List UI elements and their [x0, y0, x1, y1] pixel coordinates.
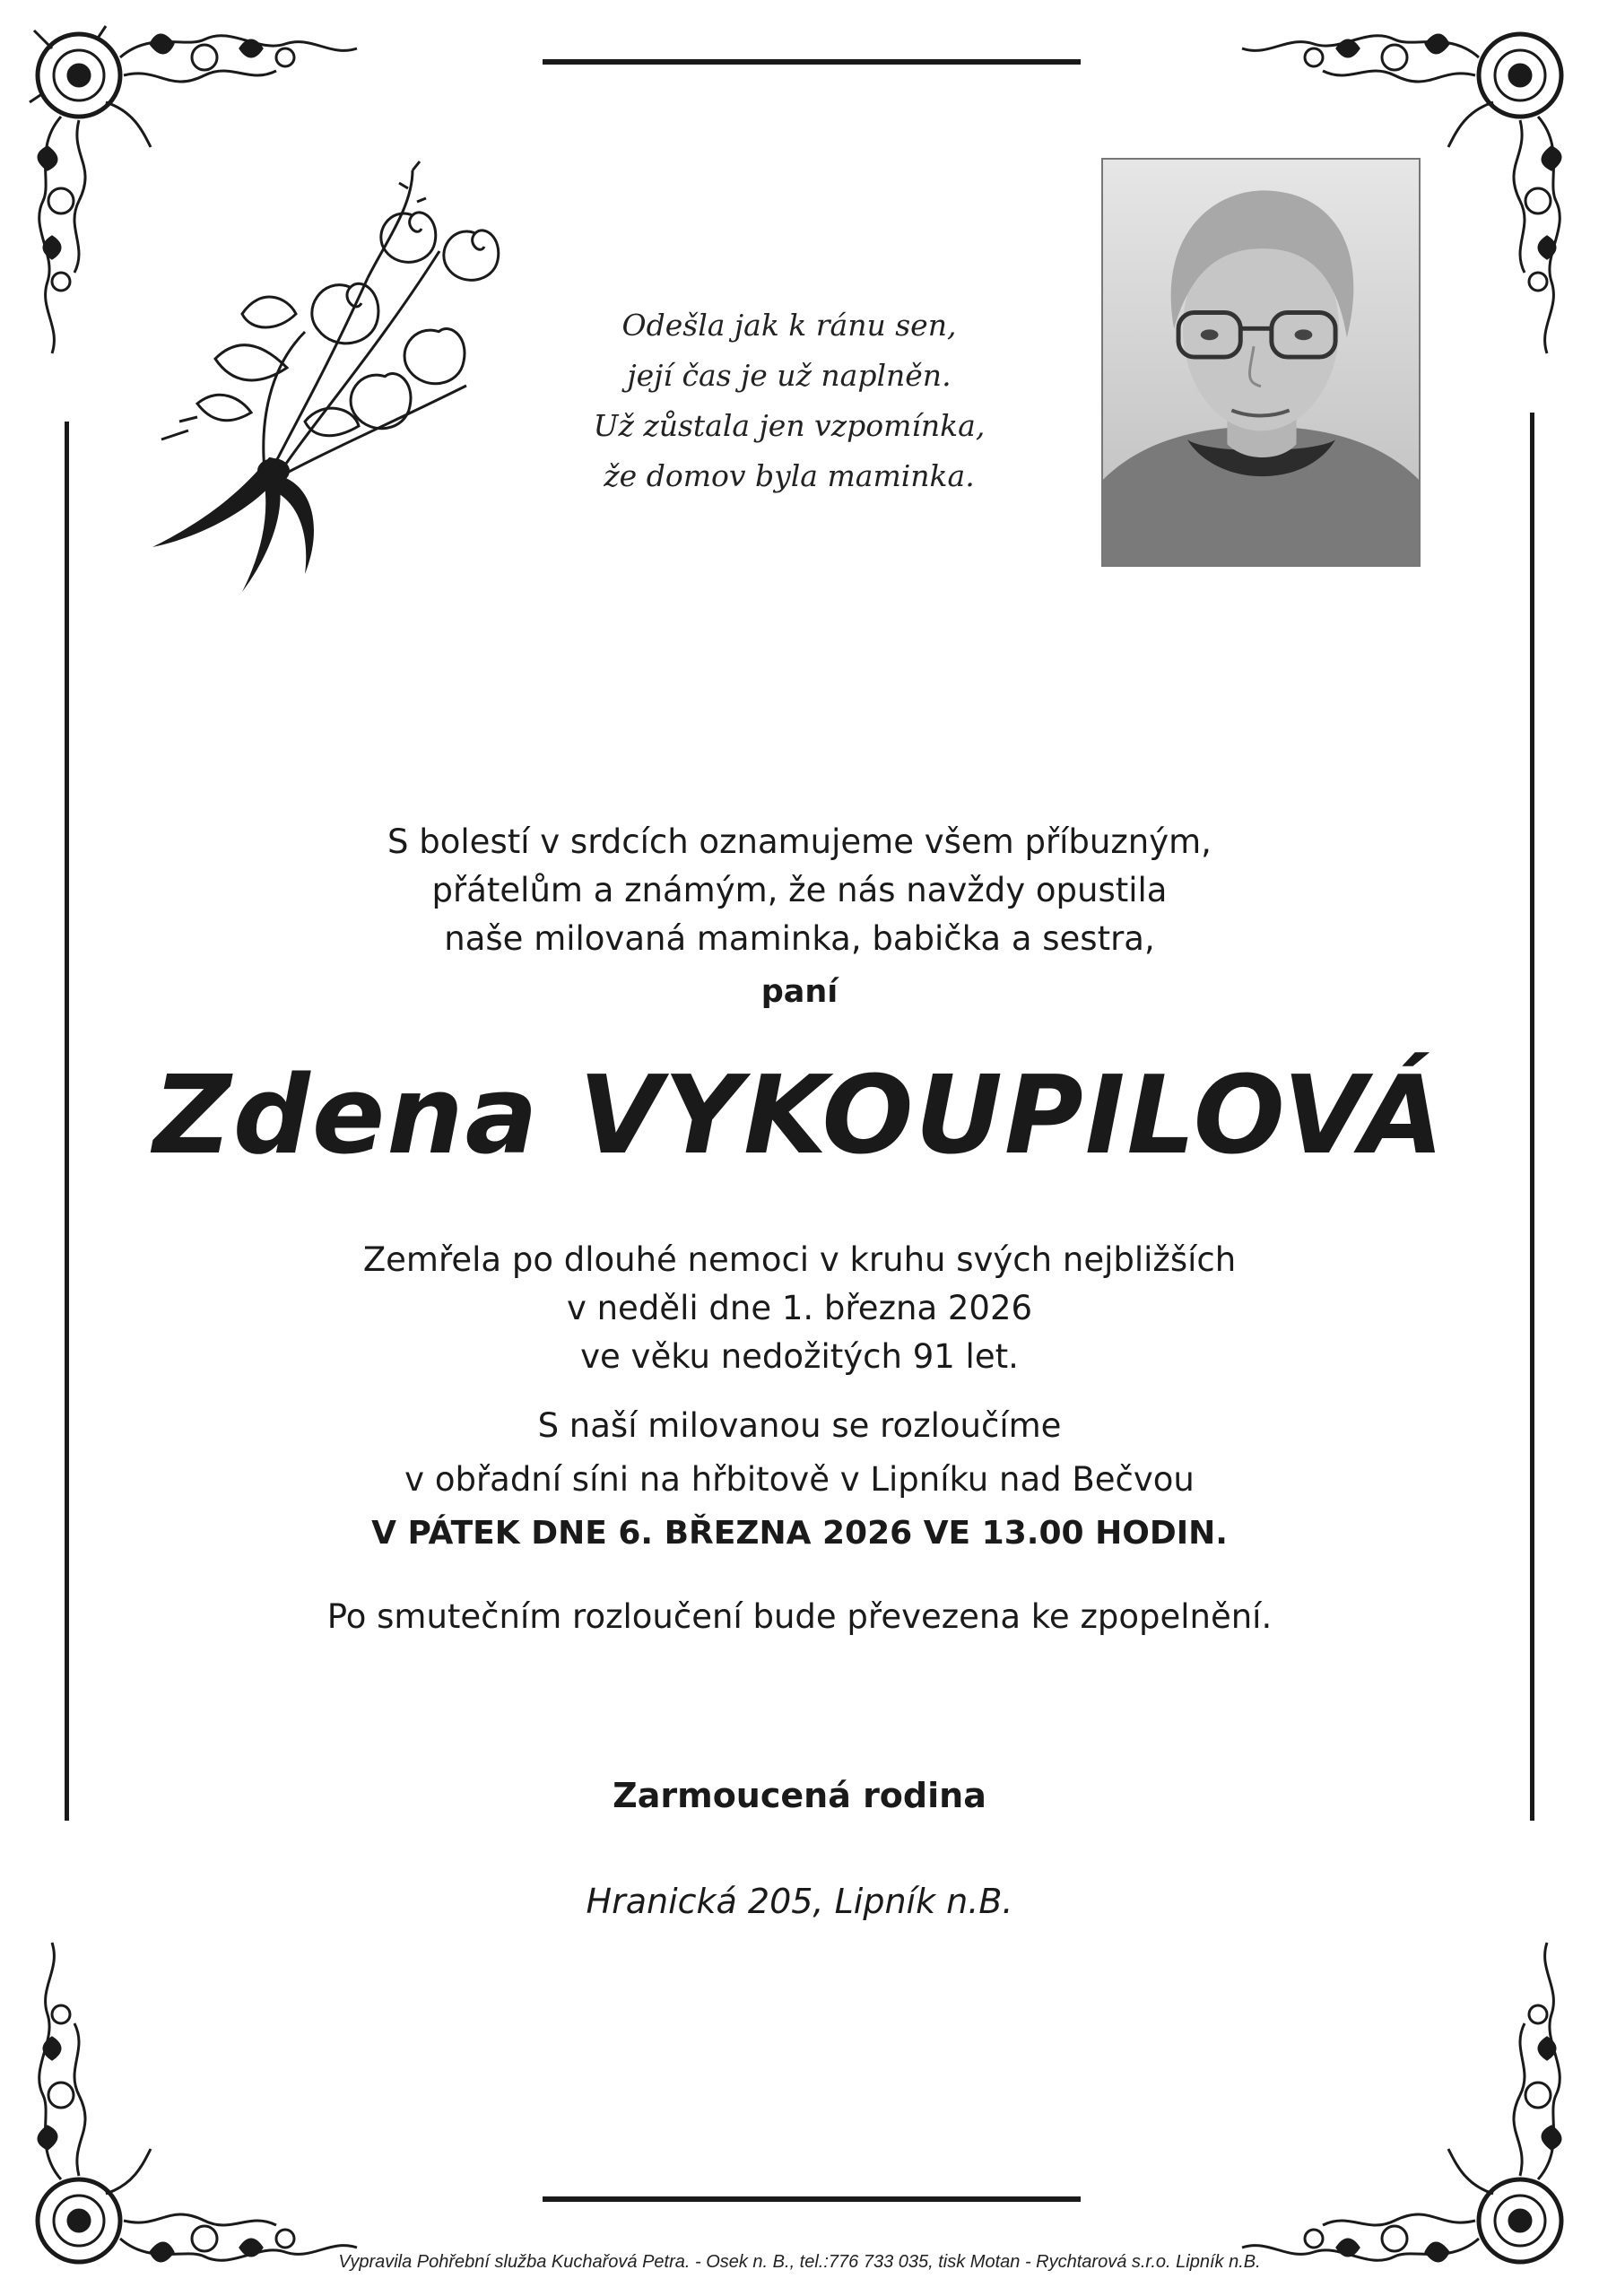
death-line: v neděli dne 1. března 2026 — [566, 1289, 1033, 1327]
farewell-details — [0, 1399, 1599, 1561]
family-signature: Zarmoucená rodina — [613, 1776, 986, 1815]
top-border-line — [543, 59, 1081, 65]
poem — [538, 300, 1040, 501]
footer-credits: Vypravila Pohřební služba Kuchařová Petra. - Osek n. B., tel.:776 733 035, tisk Motan - Rychtarová s.r.o. Lipník n.B. — [338, 2252, 1261, 2272]
poem-line: Už zůstala jen vzpomínka, — [593, 408, 986, 443]
honorific: paní — [760, 974, 839, 1010]
ornament-corner-icon — [16, 1916, 384, 2283]
death-line: Zemřela po dlouhé nemoci v kruhu svých nejbližších — [362, 1240, 1237, 1279]
intro-line: přátelům a známým, že nás navždy opustila — [431, 871, 1168, 909]
poem-line: Odešla jak k ránu sen, — [621, 308, 957, 343]
death-line: ve věku nedožitých 91 let. — [580, 1337, 1019, 1376]
family-address: Hranická 205, Lipník n.B. — [586, 1882, 1013, 1921]
poem-line: její čas je už naplněn. — [627, 358, 952, 393]
portrait-photo — [1101, 158, 1421, 567]
intro-line: S bolestí v srdcích oznamujeme všem příbuzným, — [387, 822, 1212, 861]
deceased-name: Zdena VYKOUPILOVÁ — [152, 1054, 1447, 1178]
intro-text — [0, 818, 1599, 963]
ornament-corner-icon — [1215, 1916, 1583, 2283]
cremation-note: Po smutečním rozloučení bude převezena ke zpopelnění. — [326, 1597, 1273, 1636]
poem-line: že domov byla maminka. — [604, 458, 975, 493]
intro-line: naše milovaná maminka, babička a sestra, — [444, 919, 1155, 958]
death-details — [0, 1236, 1599, 1381]
rose-bouquet-icon — [143, 152, 520, 601]
farewell-time: V PÁTEK DNE 6. BŘEZNA 2026 VE 13.00 HODIN. — [371, 1515, 1228, 1552]
farewell-line: S naší milovanou se rozloučíme — [537, 1406, 1062, 1445]
farewell-line: v obřadní síni na hřbitově v Lipníku nad Bečvou — [404, 1460, 1195, 1499]
bottom-border-line — [543, 2196, 1081, 2202]
